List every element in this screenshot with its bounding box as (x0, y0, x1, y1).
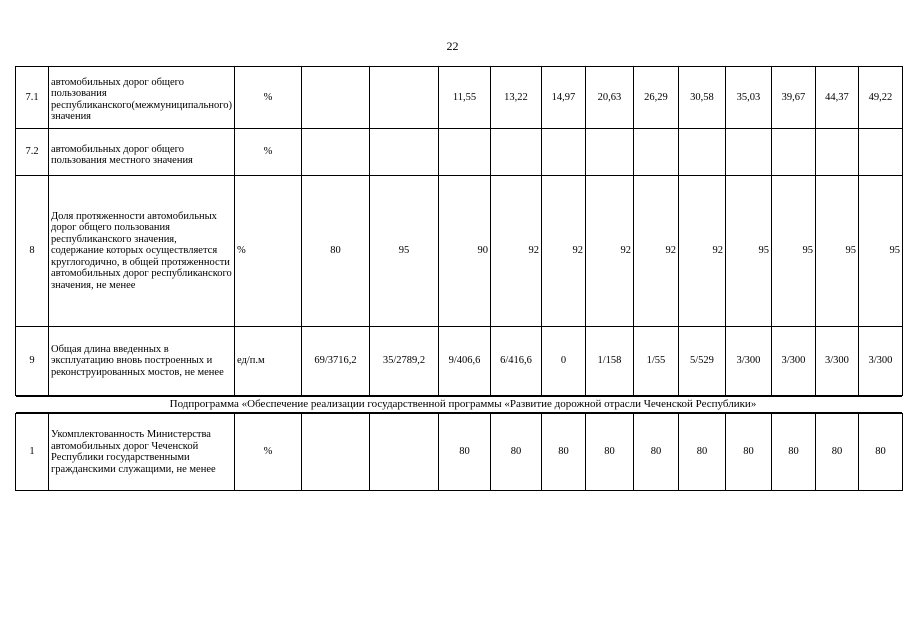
base-value-2 (369, 129, 438, 176)
year-value: 14,97 (541, 67, 585, 129)
year-value: 3/300 (725, 327, 771, 396)
year-value: 80 (678, 414, 725, 491)
year-value: 95 (815, 176, 858, 327)
base-value-1 (301, 129, 369, 176)
year-value: 26,29 (633, 67, 678, 129)
year-value: 3/300 (815, 327, 858, 396)
year-value: 95 (858, 176, 902, 327)
unit: % (234, 414, 301, 491)
year-value: 80 (815, 414, 858, 491)
year-value (678, 129, 725, 176)
year-value (585, 129, 633, 176)
base-value-1 (301, 414, 369, 491)
year-value: 0 (541, 327, 585, 396)
base-value-2 (369, 67, 438, 129)
row-number: 7.2 (16, 129, 49, 176)
year-value: 80 (725, 414, 771, 491)
year-value (815, 129, 858, 176)
row-number: 7.1 (16, 67, 49, 129)
base-value-1 (301, 67, 369, 129)
row-number: 8 (16, 176, 49, 327)
year-value (858, 129, 902, 176)
page-number: 22 (446, 39, 459, 53)
year-value: 95 (771, 176, 815, 327)
year-value: 20,63 (585, 67, 633, 129)
unit: % (234, 176, 301, 327)
base-value-2 (369, 414, 438, 491)
year-value: 9/406,6 (438, 327, 490, 396)
year-value: 92 (678, 176, 725, 327)
year-value: 80 (490, 414, 541, 491)
year-value: 11,55 (438, 67, 490, 129)
year-value: 80 (633, 414, 678, 491)
table-row (16, 67, 903, 129)
base-value-1: 80 (301, 176, 369, 327)
base-value-1: 69/3716,2 (301, 327, 369, 396)
year-value (438, 129, 490, 176)
year-value (541, 129, 585, 176)
unit: ед/п.м (234, 327, 301, 396)
row-number: 9 (16, 327, 49, 396)
year-value (490, 129, 541, 176)
indicator-name: Доля протяженности автомобильных дорог общего пользования республиканского значения, содержание которых осуществляется круглогодично, в общей протяженности автомобильных дорог республиканского значения, не менее (49, 176, 235, 327)
year-value: 6/416,6 (490, 327, 541, 396)
year-value: 80 (771, 414, 815, 491)
year-value: 49,22 (858, 67, 902, 129)
year-value: 30,58 (678, 67, 725, 129)
indicator-name: Укомплектованность Министерства автомобильных дорог Чеченской Республики государственными гражданскими служащими, не менее (49, 414, 235, 491)
table-row (16, 327, 903, 396)
year-value: 3/300 (858, 327, 902, 396)
year-value: 80 (585, 414, 633, 491)
year-value: 92 (490, 176, 541, 327)
subprogram-title: Подпрограмма «Обеспечение реализации государственной программы «Развитие дорожной отрасли Чеченской Республики» (16, 396, 903, 413)
year-value: 13,22 (490, 67, 541, 129)
year-value (771, 129, 815, 176)
table-row (16, 129, 903, 176)
year-value: 80 (438, 414, 490, 491)
year-value: 39,67 (771, 67, 815, 129)
year-value: 3/300 (771, 327, 815, 396)
base-value-2: 95 (369, 176, 438, 327)
year-value: 92 (633, 176, 678, 327)
table-row (16, 176, 903, 327)
unit: % (234, 67, 301, 129)
base-value-2: 35/2789,2 (369, 327, 438, 396)
indicator-name: автомобильных дорог общего пользования местного значения (49, 129, 235, 176)
table-row (16, 414, 903, 491)
indicator-name: автомобильных дорог общего пользования республиканского(межмуниципального) значения (49, 67, 235, 129)
year-value: 35,03 (725, 67, 771, 129)
year-value: 80 (541, 414, 585, 491)
unit: % (234, 129, 301, 176)
year-value: 1/55 (633, 327, 678, 396)
year-value: 95 (725, 176, 771, 327)
year-value: 44,37 (815, 67, 858, 129)
subprogram-row (16, 396, 903, 414)
year-value: 5/529 (678, 327, 725, 396)
year-value: 90 (438, 176, 490, 327)
year-value: 1/158 (585, 327, 633, 396)
year-value (633, 129, 678, 176)
year-value: 92 (541, 176, 585, 327)
row-number: 1 (16, 414, 49, 491)
year-value: 80 (858, 414, 902, 491)
year-value: 92 (585, 176, 633, 327)
indicators-table (15, 66, 903, 491)
indicator-name: Общая длина введенных в эксплуатацию вновь построенных и реконструированных мостов, не менее (49, 327, 235, 396)
year-value (725, 129, 771, 176)
